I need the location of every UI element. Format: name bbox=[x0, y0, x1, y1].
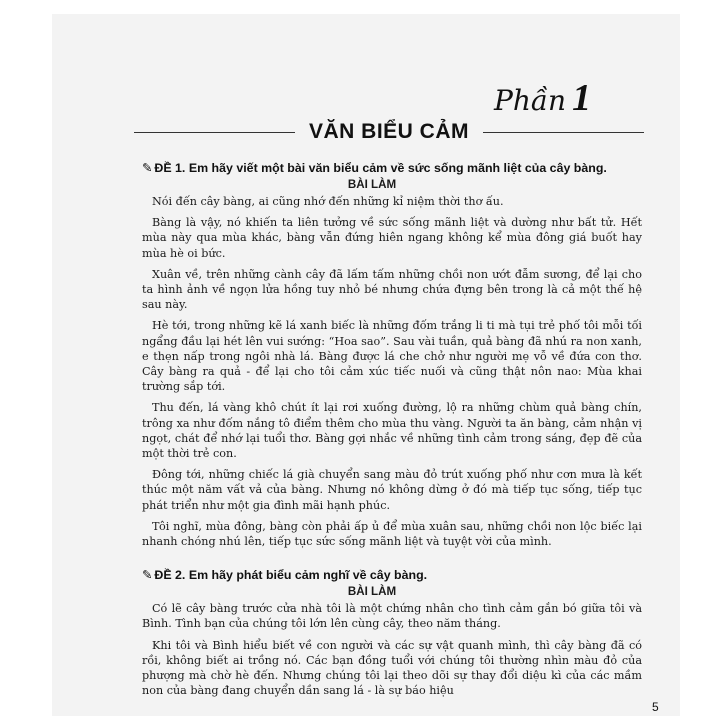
title-rule-left bbox=[134, 132, 295, 133]
chapter-title-row bbox=[134, 114, 644, 150]
paragraph: Xuân về, trên những cành cây đã lấm tấm những chồi non ướt đẫm sương, để lại cho ta hình ảnh về ngọn lửa hồng tuy nhỏ bé nhưng chứa đựng bên trong là cả một thế hệ sau này. bbox=[142, 267, 642, 312]
paragraph: Nói đến cây bàng, ai cũng nhớ đến những kỉ niệm thời thơ ấu. bbox=[152, 195, 504, 208]
exercise-2-heading bbox=[142, 567, 642, 584]
book-page bbox=[52, 14, 680, 716]
exercise-2-label: ĐỀ 2. bbox=[154, 568, 186, 583]
title-rule-right bbox=[483, 132, 644, 133]
part-word: Phần bbox=[494, 84, 567, 117]
paragraph: Thu đến, lá vàng khô chút ít lại rơi xuống đường, lộ ra những chùm quả bàng chín, trông xa như đốm nắng tô điểm thêm cho mùa thu vàng. Người ta ăn bàng, cảm nhận vị ngọt, chát để nhớ lại tuổi thơ. Bàng gợi nhắc về những tình cảm trong sáng, đẹp đẽ của một thời trẻ con. bbox=[142, 401, 642, 461]
exercise-2-prompt: Em hãy phát biểu cảm nghĩ về cây bàng. bbox=[185, 568, 428, 583]
exercise-1-heading bbox=[142, 160, 642, 177]
pencil-icon: ✎ bbox=[142, 161, 153, 175]
exercise-1-subtitle: BÀI LÀM bbox=[347, 178, 397, 191]
chapter-title: VĂN BIỂU CẢM bbox=[309, 120, 470, 143]
paragraph: Có lẽ cây bàng trước cửa nhà tôi là một chứng nhân cho tình cảm gắn bó giữa tôi và Bình. Tình bạn của chúng tôi lớn lên cùng cây, theo năm tháng. bbox=[142, 602, 642, 631]
paragraph: Tôi nghĩ, mùa đông, bàng còn phải ấp ủ để mùa xuân sau, những chồi non lộc biếc lại nhanh chóng nhú lên, tiếp tục sức sống mãnh liệt và tuyệt vời của mình. bbox=[142, 519, 642, 549]
exercise-2-subtitle: BÀI LÀM bbox=[347, 585, 397, 599]
paragraph: Khi tôi và Bình hiểu biết về con người và các sự vật quanh mình, thì cây bàng đã có rồi, không biết ai trồng nó. Các bạn đồng tuổi với chúng tôi thường nhìn màu đỏ của phượng mà chờ hè đến. Nhưng chúng tôi lại theo dõi sự thay đổi diệu kì của các mầm non của bàng đang chuyển dần sang lá - là sự báo hiệu bbox=[142, 638, 642, 698]
section-gap bbox=[142, 555, 642, 567]
part-number: 1 bbox=[572, 77, 592, 119]
page-number: 5 bbox=[652, 700, 659, 714]
exercise-1-prompt: Em hãy viết một bài văn biểu cảm về sức sống mãnh liệt của cây bàng. bbox=[185, 161, 607, 175]
page-content bbox=[142, 160, 642, 704]
paragraph: Hè tới, trong những kẽ lá xanh biếc là những đốm trắng li ti mà tụi trẻ phố tôi mỗi tối ngẩng đầu lại hét lên vui sướng: “Hoa sao”. Sau vài tuần, quả bàng đã nhú ra non xanh, e thẹn nấp trong ngôi nhà lá. Bàng được lá che chở như người mẹ vỗ về đứa con thơ. Cây bàng ra quả - để lại cho tôi cảm xúc tiếc nuối và cũng thật nôn nao: Mùa khai trường sắp tới. bbox=[142, 319, 642, 394]
exercise-1-label: ĐỀ 1. bbox=[154, 161, 186, 175]
paragraph: Đông tới, những chiếc lá già chuyển sang màu đỏ trút xuống phố như cơn mưa là kết thúc một năm vất vả của bàng. Nhưng nó không dừng ở đó mà tiếp tục sống, tiếp tục phát triển như một gia đình mãi hạnh phúc. bbox=[142, 468, 642, 512]
pencil-icon: ✎ bbox=[142, 568, 153, 583]
paragraph: Bàng là vậy, nó khiến ta liên tưởng về sức sống mãnh liệt và dường như bất tử. Hết mùa này qua mùa khác, bàng vẫn đứng hiên ngang không kể mùa đông giá buốt hay mùa hè oi bức. bbox=[142, 216, 642, 260]
